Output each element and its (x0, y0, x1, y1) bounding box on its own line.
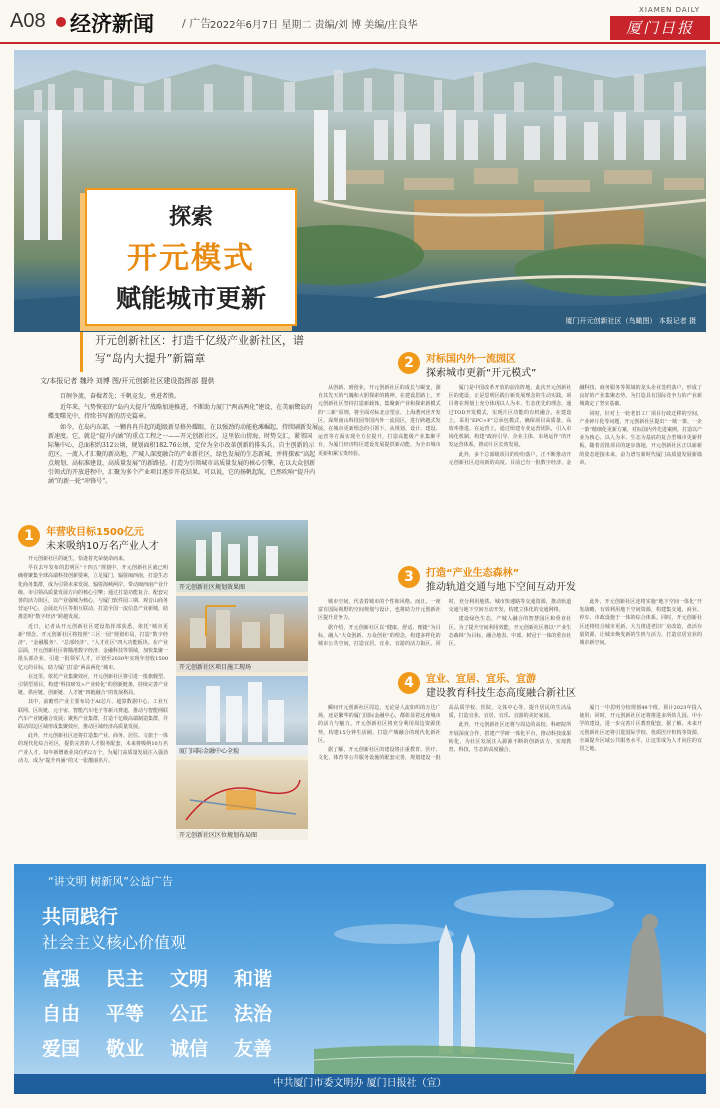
section4-paragraph: 瞬间开元创新社区周边，无论是人流如织的万达广场，还是繁华的厦门国际金融中心，都彰显着这座城市的活力与魅力。开元创新社区将充分利用周边资源优势，构建15分钟生活圈，打造产城融合的现代化新社区。 (318, 705, 441, 744)
psa-footer: 中共厦门市委文明办 厦门日报社（宣） (14, 1074, 706, 1094)
section3-title: 打造“产业生态森林” (426, 568, 520, 579)
headline-box (85, 188, 297, 326)
core-value: 敬业 (106, 1038, 145, 1060)
section1-subtitle: 未来吸纳10万名产业人才 (46, 541, 159, 552)
section1-paragraph: 开元创新社区的诞生，恰逢着光荣使命而来。 (28, 556, 129, 562)
section1-number: 1 (18, 525, 40, 547)
section3-paragraph: 此外，开元创新社区还将实施“地下空间一体化”开发战略，有效利用地下空间资源，构建集交通、商业、停车、市政设施于一体的综合体系。同时，开元创新社区还将结合城市更新，大力推进老旧厂房改造，盘活存量资源，让城市焕发新的生机与活力，打造宜居宜业的城市新空间。 (579, 599, 702, 647)
core-value: 民主 (106, 968, 145, 990)
core-values-grid (42, 964, 312, 1069)
section1-paragraph: 此外，开元创新社区还将打造集产业、商务、居住、文旅于一体的现代化综合社区，提供完善的人才服务配套，未来将吸纳10万名产业人才，每年新增就业岗位约2万个，为厦门高质量发展注入强劲动力，成为“提升内涵”的又一张靓丽名片。 (18, 733, 168, 764)
section2-paragraph: 从创新、到创业，开元创新社区的成长与蜕变，源自其先天的气魄和大胆探索的精神。在建设思路上，开元创新社区坚持打造新载体，集聚新产业和探索新模式的“三新”原则，将全面对标北京望京、上海漕河泾开发区、深圳南山科技园等国内外一流园区，进行跨越式发展。在城市更新理念的引领下，从规划、设计、建设、运营等方面实现全方位提升，打造高能级产业集聚平台，为厦门经济特区建设发展提供新动能，为全市城市更新积累宝贵经验。 (318, 385, 441, 457)
photo-caption: 厦门国际金融中心全貌 (176, 745, 308, 756)
core-value: 友善 (234, 1038, 273, 1060)
core-value: 公正 (170, 1003, 209, 1025)
photo-illustration (176, 676, 308, 756)
date-line: 2022年6月7日 星期二 责编/刘 博 美编/庄良华 (210, 20, 418, 31)
ad-tag: / 广告 (182, 17, 212, 30)
section2-paragraph: 厦门是中国改革开放的前沿阵地，此次开元创新社区的建设，正是思明区践行新发展理念的生动实践。项目将在规划上充分体现以人为本、生态优先的理念，通过TOD开发模式，实现片区功能的有机融合。在建设上，采用“EPC+F”总承包模式，确保项目高质量、高效率推进。在运营上，通过组建专业运营团队，引入市场化机制，构建“政府引导、企业主体、市场运作”的开发运营体系，推动片区长效发展。 (448, 385, 572, 449)
section3-paragraph: 据介绍，开元创新社区以“健康、舒适、便捷”为目标，融入“大众创新、万众创业”的理念，构建多样化的城市公共空间，打造宜居、宜业、宜游的活力街区。同时，充分利用地铁、城市快速路等交通资源，推动轨道交通与地下空间互动开发，构建立体化的交通网络。 (318, 599, 572, 648)
headline-subtitle: 开元创新社区：打造千亿级产业新社区，谱写“岛内大提升”新篇章 (80, 332, 305, 372)
core-value: 文明 (170, 968, 209, 990)
section2-paragraph: 同时，针对上一轮老旧工厂项目行政迁移的空间，产业碎片化等问题，开元创新社区提出“一城一策、一企一策”精细化更新方案，对标国内外先进案例，打造以产业为核心、以人为本、生态为基底的复合型城市更新样板。随着首批项目的逐步落地，开元创新社区正以崭新的姿态迎接未来，奋力谱写新时代厦门高质量发展新篇章。 (579, 410, 702, 466)
headline-line2: 开元模式 (127, 241, 255, 276)
photo-finance-center (176, 676, 308, 756)
section1-paragraph: 早在去年发布的思明区“十四五”规划中，开元创新社区就已明确将聚集全球高端科技创新要素，立足厦门，辐射闽西南，打造生态化商务集群，成为引领未来发展、辐射海峡两岸、带动闽西南产业升级、市引领高质量发展方向的核心引擎；通过打造功能复合、配套完善的活力街区，以产业强城为核心，与厦门软件园三期、观音山商务营运中心、会展北片区等相互联动，打造全国一流信息产业新城，助推思明“数字经济”跨越发展。 (18, 565, 168, 621)
section3-paragraph: 建设绿色生态，产城人融合的智慧园区和垂直社区。为了提升空间利用效能，开元创新社区将以“产业生态森林”为目标，融合地表、中部、树冠于一体的垂直社区。 (448, 616, 572, 648)
red-dot-icon (56, 17, 66, 27)
section4-title: 宜业、宜居、宜乐、宜游 (426, 674, 536, 685)
photo-strip (176, 520, 308, 840)
masthead (0, 0, 720, 44)
psa-heading: 共同践行 (42, 906, 119, 928)
section4-paragraph: 据了解，开元创新社区的建设将注重教育、医疗、文化、体育等公共服务设施的配套完善，规划建设一批高品质学校、医院、文体中心等，提升居民的生活品质，打造宜业、宜居、宜乐、宜游的美好家园。 (318, 705, 572, 762)
core-value: 法治 (234, 1003, 273, 1025)
psa-tag: “讲文明 树新风”公益广告 (48, 875, 173, 888)
section1-paragraph: 在这里，依托产业集聚效应，开元创新社区将引进一批旗舰型、引领型项目，构建“科技研发+产业转化”的创新链条，持续完善产业链、供应链、创新链、人才链“四链融合”的发展格局。 (18, 673, 168, 697)
section-title: 经济新闻 (70, 12, 154, 36)
paper-logo: 厦门日报 (610, 16, 710, 40)
section3-number: 3 (398, 566, 420, 588)
page-number: A08 (10, 10, 46, 32)
section4-paragraph: 厦门一中思明分校规划48个班，预计2023年投入使用；同时，开元创新社区还将推进多所幼儿园、中小学的建设，进一步完善片区教育配套。据了解，未来开元创新社区还将引进国际学校、优质医疗机构等资源，全面提升区域公共服务水平，让这里成为人才向往的宜居之地。 (579, 705, 702, 753)
headline-line1: 探索 (168, 205, 213, 230)
core-value: 诚信 (170, 1038, 209, 1060)
photo-illustration (176, 760, 308, 840)
core-value: 爱国 (42, 1038, 81, 1060)
section2-number: 2 (398, 352, 420, 374)
byline: 文/本报记者 魏玲 刘博 图/开元创新社区建设指挥部 提供 (40, 377, 215, 385)
intro-paragraph: 近年来，气势恢宏的“岛内大提升”战略加速推进，不断助力厦门“两高两化”建设，在美丽鹭岛的蝶变曙光中，持续书写新的历史篇章。 (48, 404, 313, 420)
psa-subheading: 社会主义核心价值观 (42, 933, 187, 952)
section1-paragraph: 近日，记者从开元创新社区建设指挥部获悉，依托“城市更新”理念，开元创新社区将按照“三区一园”规划布局，打造“数字经济”、“金融服务”、“总部经济”、“人才社区”四大功能板块。在产业层面，开元创新社区将瞄准数字经济、金融科技等领域，加快集聚一批头部企业、引进一批领军人才，计划至2030年实现年营收1500亿元的目标，助力厦门打造“两高两化”城市。 (18, 623, 168, 671)
photo-caption: 开元创新社区项目施工现场 (176, 661, 308, 672)
core-value: 和谐 (234, 968, 273, 990)
section3-body (318, 598, 702, 660)
section2-title: 对标国内外一流园区 (426, 354, 516, 365)
section1-body (18, 555, 168, 850)
section4-number: 4 (398, 672, 420, 694)
section2-body (318, 384, 702, 544)
hero-caption: 厦门开元创新社区（鸟瞰图） 本报记者 摄 (565, 317, 696, 325)
section4-body (318, 704, 702, 850)
section1-title: 年营收目标1500亿元 (46, 527, 144, 538)
photo-site-plan (176, 760, 308, 840)
headline-line3: 赋能城市更新 (115, 284, 266, 313)
photo-caption: 开元创新社区规划效果图 (176, 581, 308, 592)
photo-construction-site (176, 596, 308, 672)
intro-text (48, 392, 318, 488)
photo-planning-render (176, 520, 308, 592)
photo-caption: 开元创新社区区位规划布局图 (176, 829, 308, 840)
intro-paragraph: 如今，在岛内东部，一颗冉冉升起的超级新星格外耀眼，在以强劲的动能抢滩崛起，持续刷新发展新速度。它，就是“提升内涵”的重点工程之一——开元创新社区。这里依山傍海，时势交汇，紧邻国际集中心，总面积约312公顷，规划面积182.76公顷，定位为全市改革创新的排头兵、自主创新的示范区，一流人才汇聚的新高地，产城人深度融合的产业新社区，绿色发展的生态新城，并将探索“高起点规划、高标准建设、高质量发展”的新路径。打造为引领城市高质量发展的核心引擎，在以大众创新引领式的开放进程中，汇聚为多个产业项目逐步开花结果。可以说，它的扬帆起航，已然吹响“提升内涵”的新一轮“冲锋号”。 (48, 424, 319, 485)
section1-paragraph: 其中，前瞻性产业主要布局于AI芯片、超算数据中心、工业互联网、区块链、元宇宙、智能汽车电子等新兴赛道，推动与智能网联汽车产业链融合发展；聚焦产业集群，打造千亿级高端制造集群，并联动周边区域形成集聚效应，推动区域经济高质量发展。 (18, 699, 168, 731)
core-value: 富强 (42, 968, 81, 990)
section3-subtitle: 推动轨道交通与地下空间互动开发 (426, 582, 576, 593)
section2-subtitle: 探索城市更新“开元模式” (426, 368, 537, 379)
section3-paragraph: 城市空间，代表着城市的个性和风格。而且，一座富有国际视野的空间规划与设计，也将助力开元创新社区提升竞争力。 (318, 599, 441, 622)
paper-name-en: XIAMEN DAILY (639, 6, 700, 14)
intro-paragraph: 百舸争流，奋楫者先；千帆竞发，勇进者胜。 (60, 393, 181, 400)
core-value: 平等 (106, 1003, 145, 1025)
section4-paragraph: 此外，开元创新社区还将与周边的高校、科研院所开展深度合作，搭建产学研一体化平台，推动科技成果转化，为社区发展注入源源不断的创新活力，实现教育、科技、生态的高度融合。 (448, 722, 572, 754)
core-value: 自由 (42, 1003, 81, 1025)
public-service-ad (14, 864, 706, 1094)
section4-subtitle: 建设教育科技生态高度融合新社区 (426, 688, 576, 699)
section2-paragraph: 此外，多个总部级项目的纷纷落户，正不断推动开元创新社区迈向新的高度。目前已有一批数字经济、金融科技、商务服务等领域的龙头企业签约落户，形成了良好的产业集聚态势，为打造具有国际竞争力的产业新城奠定了坚实基础。 (448, 385, 702, 466)
